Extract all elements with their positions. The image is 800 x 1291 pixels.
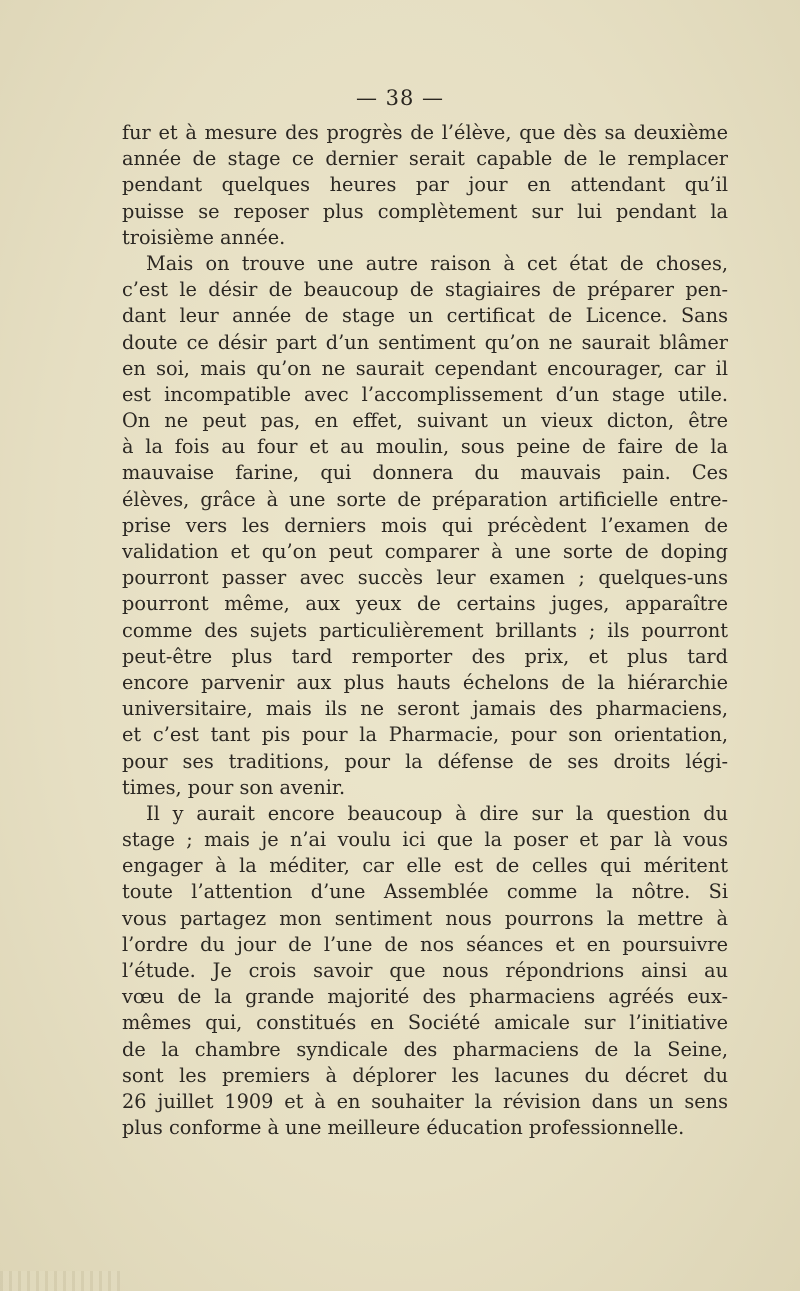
text-line: times, pour son avenir. xyxy=(122,775,346,799)
page-edge-shadow xyxy=(0,1271,120,1291)
text-line: universitaire, mais ils ne seront jamais des pharmaciens, xyxy=(122,697,728,721)
text-line: dant leur année de stage un certificat de Licence. Sans xyxy=(122,304,728,328)
body-text xyxy=(122,120,728,1141)
text-line: toute l’attention d’une Assemblée comme la nôtre. Si xyxy=(122,880,728,904)
text-line: à la fois au four et au moulin, sous peine de faire de la xyxy=(122,435,728,459)
text-line: mauvaise farine, qui donnera du mauvais pain. Ces xyxy=(122,461,728,485)
text-line: de la chambre syndicale des pharmaciens de la Seine, xyxy=(122,1037,728,1061)
text-line: en soi, mais qu’on ne saurait cependant encourager, car il xyxy=(122,356,728,380)
text-line: troisième année. xyxy=(122,225,286,249)
paragraph-start-line: Mais on trouve une autre raison à cet état de choses, xyxy=(146,251,728,275)
text-line: l’ordre du jour de l’une de nos séances et en poursuivre xyxy=(122,932,728,956)
text-line: sont les premiers à déplorer les lacunes du décret du xyxy=(122,1063,728,1087)
page-number: — 38 — xyxy=(355,86,445,110)
paragraph-start-line: Il y aurait encore beaucoup à dire sur la question du xyxy=(146,801,728,825)
text-line: stage ; mais je n’ai voulu ici que la poser et par là vous xyxy=(122,828,728,852)
text-line: pendant quelques heures par jour en attendant qu’il xyxy=(122,173,728,197)
text-line: comme des sujets particulièrement brillants ; ils pourront xyxy=(122,618,728,642)
text-line: validation et qu’on peut comparer à une sorte de doping xyxy=(122,540,728,563)
text-line: pourront même, aux yeux de certains juges, apparaître xyxy=(122,592,728,616)
text-line: prise vers les derniers mois qui précèdent l’examen de xyxy=(122,513,728,537)
text-line: est incompatible avec l’accomplissement d’un stage utile. xyxy=(122,382,728,406)
text-line: engager à la méditer, car elle est de celles qui méritent xyxy=(122,854,728,878)
text-line: On ne peut pas, en effet, suivant un vieux dicton, être xyxy=(122,409,728,433)
text-line: c’est le désir de beaucoup de stagiaires de préparer pen- xyxy=(122,278,728,302)
text-line: mêmes qui, constitués en Société amicale sur l’initiative xyxy=(122,1011,728,1035)
text-line: puisse se reposer plus complètement sur lui pendant la xyxy=(122,199,728,223)
text-line: encore parvenir aux plus hauts échelons de la hiérarchie xyxy=(122,670,728,694)
text-line: pourront passer avec succès leur examen ; quelques-uns xyxy=(122,566,728,590)
text-line: vous partagez mon sentiment nous pourrons la mettre à xyxy=(122,906,728,930)
text-line: élèves, grâce à une sorte de préparation artificielle entre- xyxy=(122,487,728,511)
text-line: pour ses traditions, pour la défense de ses droits légi- xyxy=(122,749,728,773)
text-line: fur et à mesure des progrès de l’élève, que dès sa deuxième xyxy=(122,121,728,144)
text-line: vœu de la grande majorité des pharmaciens agréés eux- xyxy=(122,985,728,1009)
text-line: doute ce désir part d’un sentiment qu’on ne saurait blâmer xyxy=(122,330,728,354)
text-line: et c’est tant pis pour la Pharmacie, pour son orientation, xyxy=(122,723,728,747)
text-line: 26 juillet 1909 et à en souhaiter la révision dans un sens xyxy=(122,1089,728,1113)
text-line: année de stage ce dernier serait capable de le remplacer xyxy=(122,147,728,171)
text-line: peut-être plus tard remporter des prix, et plus tard xyxy=(122,644,728,668)
text-line: plus conforme à une meilleure éducation professionnelle. xyxy=(122,1116,685,1140)
text-line: l’étude. Je crois savoir que nous répondrions ainsi au xyxy=(122,959,728,982)
